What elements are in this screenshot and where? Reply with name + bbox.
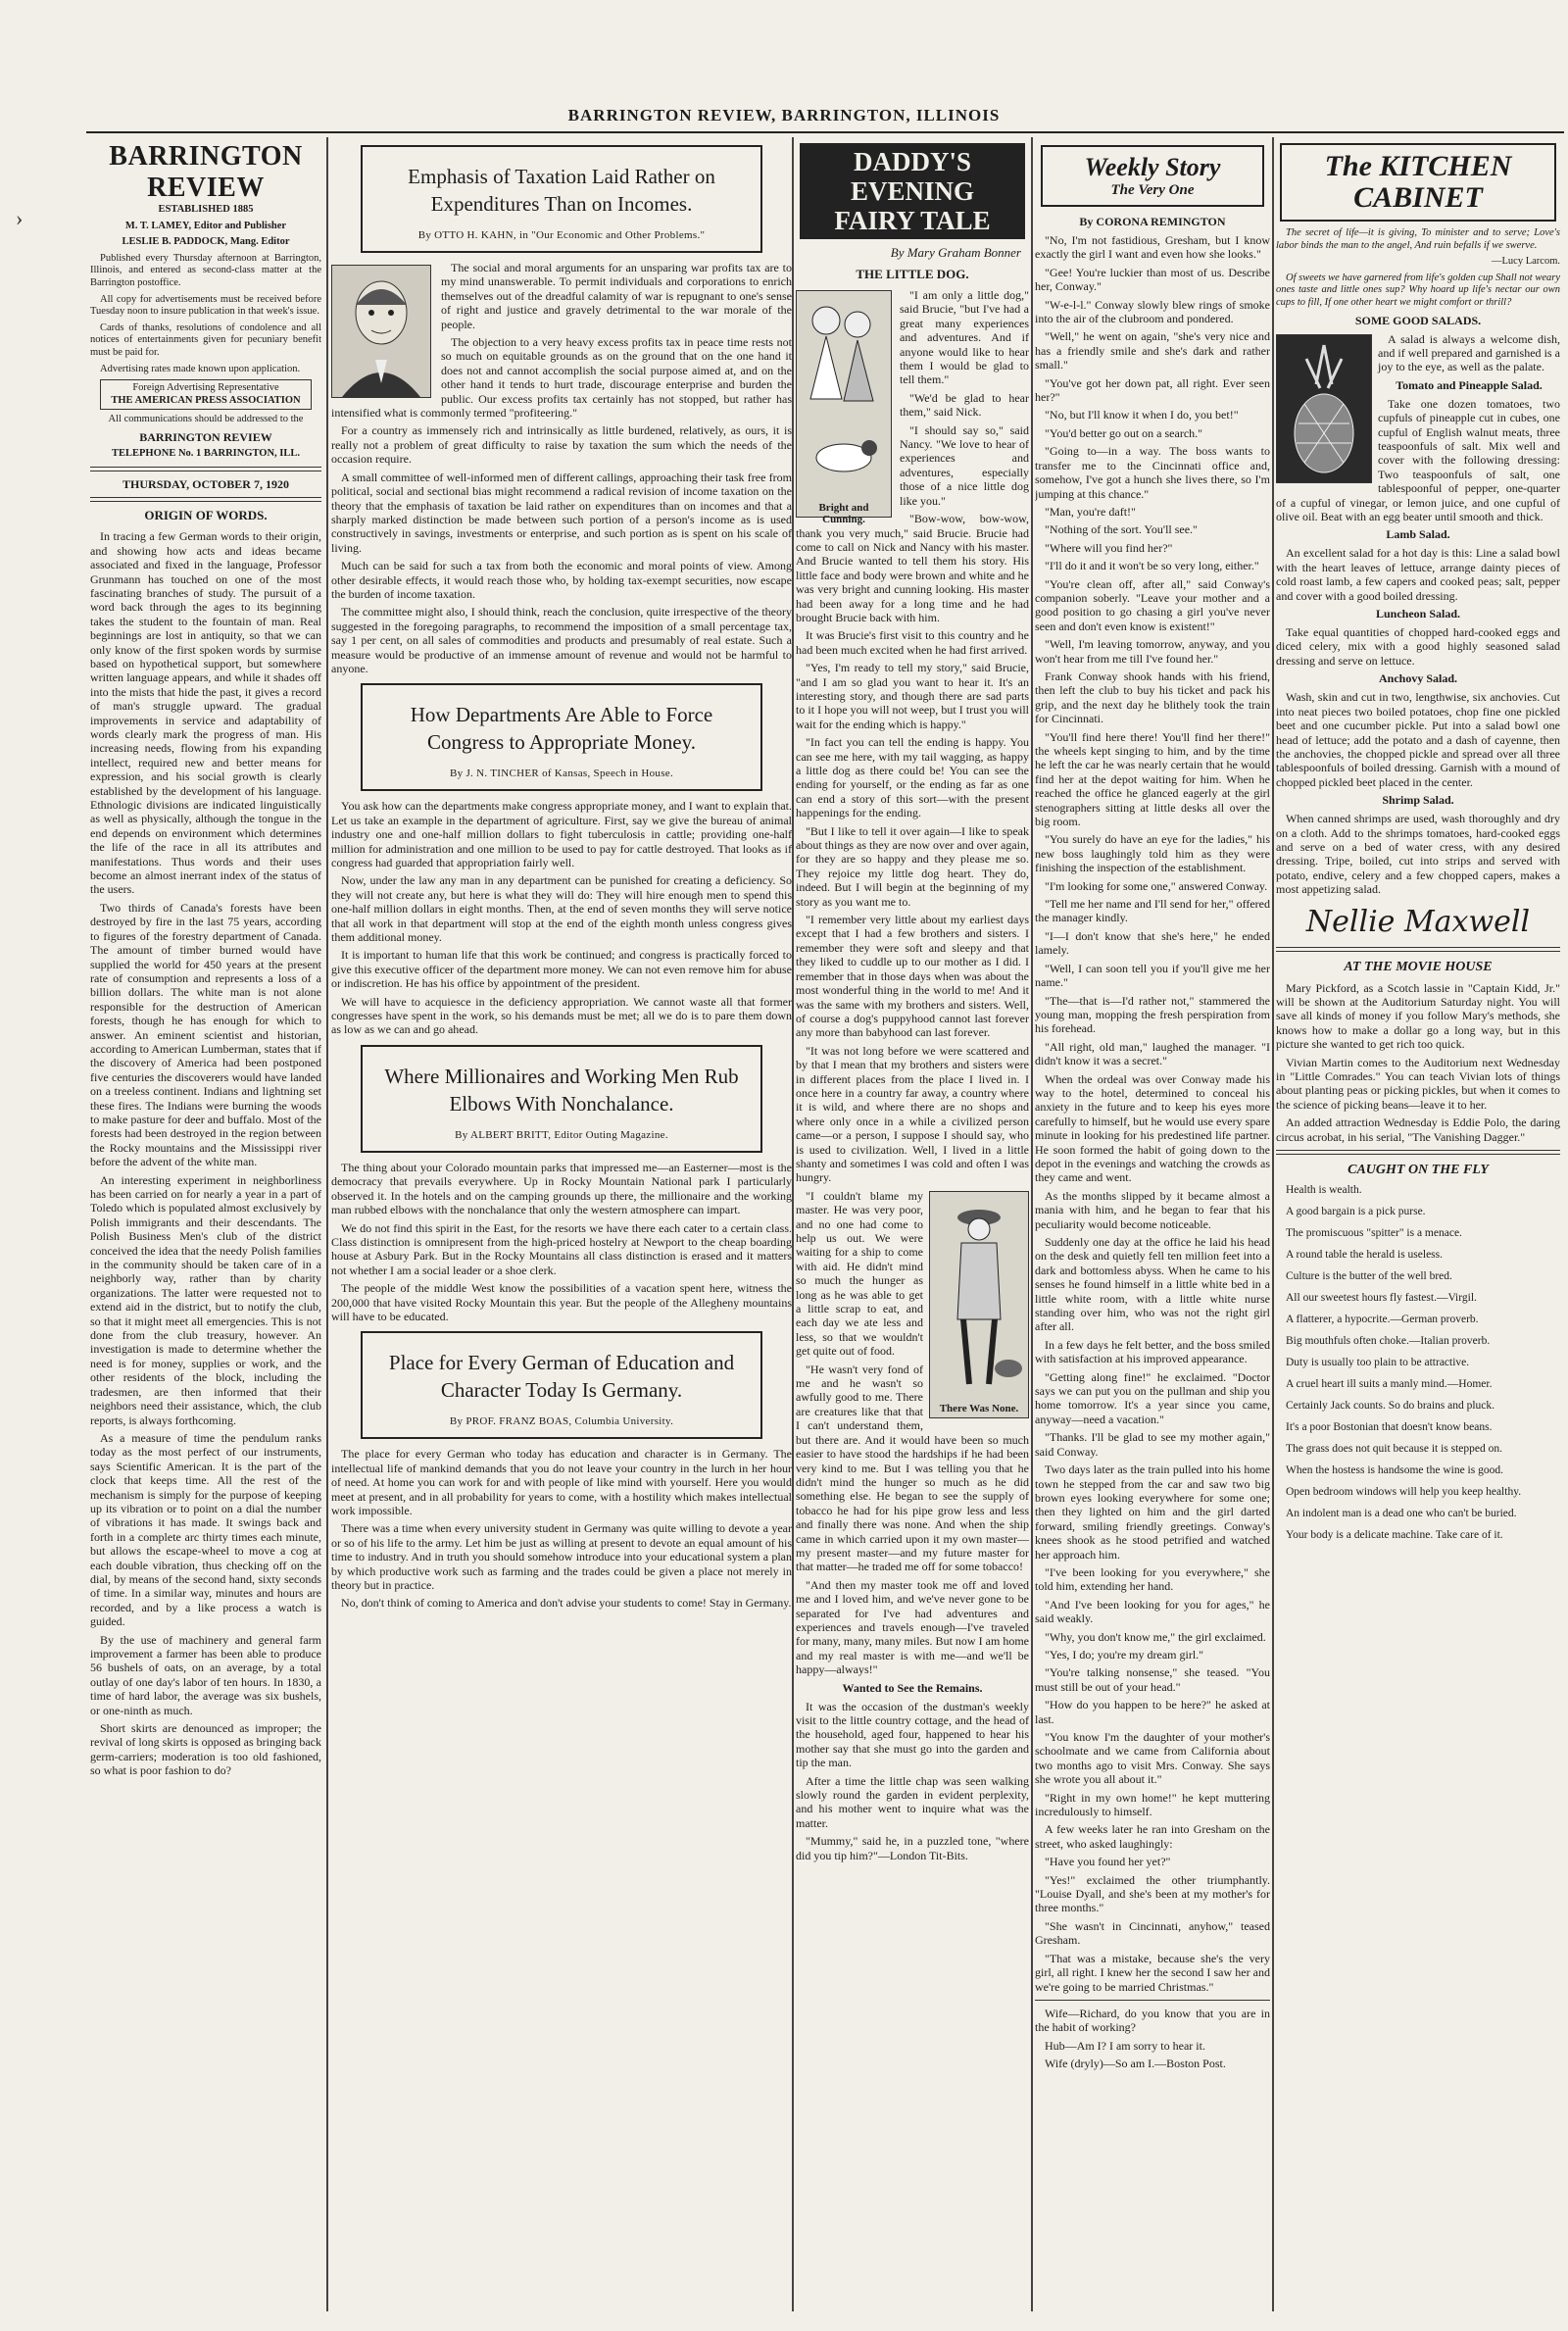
- paragraph: Take one dozen tomatoes, two cupfuls of pineapple cut in cubes, one cupful of English walnut meats, three teaspoonfuls of salt. Mix well and cover with the following dressing: Two teaspoonfuls of salt, one tablespoonful of pepper, one-quarter of a cupful of vinegar, or lemon juice, and one cupful of olive oil. Beat with an egg beater until smooth and thick.: [1276, 396, 1560, 524]
- paragraph: "Thanks. I'll be glad to see my mother again," said Conway.: [1035, 1430, 1270, 1459]
- paragraph: Take equal quantities of chopped hard-cooked eggs and diced celery, mix with a good highly seasoned salad dressing and serve on lettuce.: [1276, 625, 1560, 668]
- paragraph: It was Brucie's first visit to this country and he had been much excited when he had first arrived.: [796, 628, 1029, 657]
- masthead-established: ESTABLISHED 1885: [158, 204, 254, 215]
- foreign-ad-line2: THE AMERICAN PRESS ASSOCIATION: [111, 394, 301, 406]
- column-editorials: [331, 137, 792, 2311]
- paragraph: "And I've been looking for you for ages," he said weakly.: [1035, 1597, 1270, 1626]
- paragraph: "Tell me her name and I'll send for her," offered the manager kindly.: [1035, 897, 1270, 925]
- proverb-item: It's a poor Bostonian that doesn't know beans.: [1286, 1421, 1493, 1434]
- fairy-tale-story-title: THE LITTLE DOG.: [856, 267, 969, 281]
- paragraph: "Well, I can soon tell you if you'll give me her name.": [1035, 961, 1270, 990]
- proverb-item: A good bargain is a pick purse.: [1286, 1206, 1426, 1218]
- paragraph: "I'm looking for some one," answered Conway.: [1045, 878, 1268, 893]
- paragraph: "Where will you find her?": [1045, 540, 1173, 555]
- paragraph: It was the occasion of the dustman's weekly visit to the little country cottage, and the head of the household, aged four, happened to hear his mother say that she must go into the garden and tip the man.: [796, 1699, 1029, 1770]
- paragraph: There was a time when every university student in Germany was quite willing to devote a year or so of his life to the army. Let him be just as willing at present to devote an equal amount of his time to industry. And in truth you should somehow introduce into your educational system a plan by which productive work such as farming and the trades could be given a place not merely in theory but in practice.: [331, 1521, 792, 1592]
- caught-on-the-fly-list: [1276, 1184, 1560, 1542]
- paragraph: The objection to a very heavy excess profits tax in peace time rests not so much on equitable grounds as on the ground that on the one hand it does not and cannot accomplish the social purpose aimed at, and on the other hand it tends to hurt trade, discourage enterprise and burden the public. Our excess profits tax certainly has not stopped, but rather has intensified what is commonly termed "profiteering.": [331, 335, 792, 421]
- paragraph: The people of the middle West know the possibilities of a vacation spent here, witness the 200,000 that have visited Rocky Mountain this year. But the people of the Allegheny mountains will have to be educated.: [331, 1281, 792, 1323]
- paragraph: "I've been looking for you everywhere," she told him, extending her hand.: [1035, 1564, 1270, 1594]
- paragraph: You ask how can the departments make congress appropriate money, and I want to explain that. Let us take an example in the department of agriculture. First, say we give the bureau of animal industry one and one-half million dollars to fight tuberculosis in cattle; providing one-half million for administration and one million to be used to pay for cattle destroyed. That looks as if congress had guarded that appropriation fairly well.: [331, 799, 792, 869]
- proverb-item: Your body is a delicate machine. Take care of it.: [1286, 1529, 1503, 1542]
- masthead-editor: M. T. LAMEY, Editor and Publisher: [124, 220, 287, 231]
- paragraph: "Man, you're daft!": [1045, 504, 1136, 519]
- proverb-item: Open bedroom windows will help you keep healthy.: [1286, 1486, 1522, 1499]
- paragraph: By the use of machinery and general farm improvement a farmer has been able to produce 56 bushels of oats, on an average, by a total outlay of one day's labor of ten hours. In 1830, a time of hard labor, the average was six bushels, or one-ninth as much.: [90, 1632, 321, 1717]
- column-masthead: [90, 137, 321, 2311]
- paragraph: Suddenly one day at the office he laid his head on the desk and quietly fell ten million feet into a dark and bottomless abyss. When he came to his senses he found himself in a little white bed in a little white room, with a little white nurse standing over him, who was not the right girl after all.: [1035, 1235, 1270, 1334]
- fairy-tale-title-2: FAIRY TALE: [834, 206, 991, 235]
- kitchen-cabinet-banner: [1280, 143, 1556, 222]
- article-departments-byline: By J. N. TINCHER of Kansas, Speech in House.: [449, 768, 674, 780]
- paragraph: Frank Conway shook hands with his friend, then left the club to buy his ticket and pack his grip, and the next day he blithely took the train for Cincinnati.: [1035, 669, 1270, 726]
- paragraph: "You're clean off, after all," said Conway's companion soberly. "Leave your mother and a good position to go chasing a girl you've never seen and don't even know is existent!": [1035, 576, 1270, 633]
- paragraph: When the ordeal was over Conway made his way to the hotel, determined to conceal his anxiety in the future and to keep his eyes more carefully to himself, but he would use every spare minute in looking for his predestined life partner. He soon formed the habit of going down to the depot in the evenings and watching the crowds as they came and went.: [1035, 1071, 1270, 1185]
- weekly-story-box: [1041, 145, 1264, 207]
- column-kitchen-cabinet: [1276, 137, 1560, 2311]
- paragraph: "It was not long before we were scattered and by that I mean that my brothers and sisters were in different places from the place I lived in. I once here in a country far away, a country where it is wild, and where there are no shops and where only once in a while a civilized person came—or a person, I suppose I should say, who is used to civilization. Well, I lived in a little shanty and sometimes I was cold and often I was hungry.: [796, 1043, 1029, 1185]
- paragraph: "Right in my own home!" he kept muttering incredulously to himself.: [1035, 1790, 1270, 1819]
- section-rule: [1276, 947, 1560, 952]
- section-rule: [1276, 1150, 1560, 1155]
- recipe-title: Tomato and Pineapple Salad.: [1396, 377, 1543, 392]
- paragraph: In a few days he felt better, and the boss smiled with satisfaction at his improved appearance.: [1035, 1337, 1270, 1366]
- paragraph: We do not find this spirit in the East, for the resorts we have there each cater to a certain class. Class distinction is omnipresent from the high-priced hostelry at Newport to the cheap boarding house at Asbury Park. But in the Rocky Mountains all class distinction is erased and it matters not whether I am a social leader or a shoe clerk.: [331, 1220, 792, 1277]
- paragraph: An interesting experiment in neighborliness has been carried on for nearly a year in a part of Toledo which is populated almost exclusively by Polish immigrants and their descendants. The Polish Business Men's club of the district conceived the idea that the needy Polish families in the community should be taken care of in a neighborly way, rather than by charity organizations. The latter were requested not to extend aid in the district, but to notify the club, so that it might meet all emergencies. This is not done from the club treasury, however. An investigation is made to determine whether the need is for money, supplies or work, and the other residents of the block, including the tradesmen, are then informed that their neighbors need their assistance, which, the club reports, is always forthcoming.: [90, 1172, 321, 1427]
- paragraph: Hub—Am I? I am sorry to hear it.: [1045, 2038, 1205, 2053]
- paragraph: "You know I'm the daughter of your mother's schoolmate and we came from California about two months ago to visit Mrs. Conway. She says she wrote you all about it.": [1035, 1730, 1270, 1787]
- masthead-title: BARRINGTON REVIEW: [109, 141, 303, 203]
- man-illustration: [930, 1192, 1028, 1398]
- paragraph: "She wasn't in Cincinnati, anyhow," teased Gresham.: [1035, 1918, 1270, 1948]
- article-departments-headline-box: [361, 683, 762, 791]
- paragraph: The place for every German who today has education and character is in Germany. The intellectual life of mankind demands that you do not leave your country in the lurch in her hour of need. At home you can work for and with people of like mind with yourself. Here you would meet at present, and in all probability for years to come, with a hostility which makes intellectual work impossible.: [331, 1447, 792, 1517]
- article-germany-title: Place for Every German of Education and Character Today Is Germany.: [388, 1351, 735, 1403]
- paragraph: "You'll find here there! You'll find her there!" the wheels kept singing to him, and by the time he left the car he was nearly certain that he would find her at the depot waiting for him. When he reached the office he glanced eagerly at the girl stenographers sitting at little desks all over the big room.: [1035, 729, 1270, 829]
- article-taxation-byline: By OTTO H. KAHN, in "Our Economic and Other Problems.": [417, 229, 706, 241]
- paragraph: "All right, old man," laughed the manager. "I didn't know it was a secret.": [1035, 1039, 1270, 1068]
- address-name: BARRINGTON REVIEW: [139, 429, 272, 444]
- running-head: BARRINGTON REVIEW, BARRINGTON, ILLINOIS: [567, 106, 1001, 124]
- paragraph: Wife (dryly)—So am I.—Boston Post.: [1045, 2057, 1226, 2071]
- caption-bright-cunning: Bright and Cunning.: [818, 502, 869, 525]
- proverb-item: Big mouthfuls often choke.—Italian proverb.: [1286, 1335, 1491, 1348]
- proverb-item: Health is wealth.: [1286, 1184, 1362, 1197]
- paragraph: For a country as immensely rich and intrinsically as little burdened, relatively, as ours, it is really not a problem of great difficulty to raise by taxation the sum which the needs of the occasion require.: [331, 423, 792, 467]
- kitchen-title-2: CABINET: [1353, 181, 1483, 214]
- paragraph: "He wasn't very fond of me and he wasn't so awfully good to me. There are creatures like that that I can't understand them, but there are. And it would have been so much easier to have stood the hardships if he had been very kind to me. But I was telling you that he didn't mind the hunger so much as he did something else. He began to see the supply of tobacco he had for his pipe grow less and less and finally there was none. And when the ship came in which carried upon it my own master—my present master—and my future master for that matter—he traded me off for some tobacco!: [796, 1362, 1029, 1574]
- masthead-manager: LESLIE B. PADDOCK, Mang. Editor: [122, 236, 290, 248]
- paragraph: A few weeks later he ran into Gresham on the street, who asked laughingly:: [1035, 1822, 1270, 1851]
- paragraph: "You'd better go out on a search.": [1045, 425, 1203, 440]
- paragraph: "I couldn't blame my master. He was very poor, and no one had come to help us out. We were waiting for a ship to come with aid. He didn't mind so much the hunger as long as he was able to get a little scrap to eat, and each day we ate less and less, so that we wouldn't get quite out of food.: [796, 1188, 923, 1359]
- column-weekly-story: [1035, 137, 1270, 2311]
- paragraph: "I should say so," said Nancy. "We love to hear of experiences and adventures, especially those of a nice little dog like you.": [900, 422, 1029, 508]
- proverb-item: All our sweetest hours fly fastest.—Virgil.: [1286, 1292, 1477, 1305]
- origin-of-words-heading: ORIGIN OF WORDS.: [144, 508, 268, 523]
- pineapple-drawing: [1277, 335, 1371, 482]
- proverb-item: An indolent man is a dead one who can't be buried.: [1286, 1508, 1517, 1520]
- address-note: All communications should be addressed to the: [108, 414, 304, 425]
- recipe-title: Luncheon Salad.: [1375, 607, 1461, 621]
- illustration-man-dog: [929, 1191, 1029, 1418]
- page-edge-mark: ›: [16, 206, 24, 230]
- paragraph: It is important to human life that this work be continued; and congress is practically forced to give this executive officer of the department more money. We can not even remove him for abuse or indiscretion. He has his office by appointment of the president.: [331, 948, 792, 991]
- foreign-ad-box: [100, 379, 312, 410]
- paragraph: "That was a mistake, because she's the very girl, all right. I knew her the second I saw her and we're going to be married Christmas.": [1035, 1951, 1270, 1994]
- proverb-item: Culture is the butter of the well bred.: [1286, 1270, 1452, 1283]
- paragraph: A small committee of well-informed men of different callings, approaching their task free from political, social and sectional bias might recommend a radical revision of income taxation on the theory that the emphasis of taxation be laid rather on expenditures than on incomes and that a sharply marked distinction be made between such portion of a person's income as is used constructively in savings, investments or enterprise, and such portion as is spent on his scale of living.: [331, 470, 792, 555]
- paragraph: "Well, I'm leaving tomorrow, anyway, and you won't hear from me till I've found her.": [1035, 637, 1270, 666]
- kitchen-title-1: The KITCHEN: [1324, 150, 1512, 182]
- paragraph: An excellent salad for a hot day is this: Line a salad bowl with the heart leaves of lettuce, arrange dainty pieces of cold roast lamb, a few capers and cooked peas; salt, pepper and cover with a good boiled dressing.: [1276, 546, 1560, 603]
- masthead-copy-note: All copy for advertisements must be received before Tuesday noon to insure publication in that week's issue.: [90, 293, 321, 318]
- foreign-ad-line1: Foreign Advertising Representative: [132, 382, 279, 394]
- proverb-item: A cruel heart ill suits a manly mind.—Homer.: [1286, 1378, 1493, 1391]
- paragraph: Mary Pickford, as a Scotch lassie in "Captain Kidd, Jr." will be shown at the Auditorium Saturday night. You will save all kinds of money if you follow Mary's methods, she knows how to make a dollar go a long way, but in this picture she wanted to get rich too quick.: [1276, 980, 1560, 1052]
- paragraph: "I remember very little about my earliest days except that I had a few brothers and sisters. I remember they were soft and sleepy and that they liked to cuddle up to our mother as I did. I remember that in those days when was about the most wonderful thing in the world to me! And it was the same with my brothers and sisters. Well, of course a dog's puppyhood cannot last forever any more than babyhood can last forever.: [796, 913, 1029, 1040]
- paragraph: "In fact you can tell the ending is happy. You can see me here, with my tail wagging, as happy a little dog as there could be! You can see the ending for yourself, or the ending as far as one can end a story of this sort—with the present happenings for the ending.: [796, 735, 1029, 820]
- paragraph: "Mummy," said he, in a puzzled tone, "where did you tip him?"—London Tit-Bits.: [796, 1834, 1029, 1862]
- recipe-title: Lamb Salad.: [1386, 527, 1450, 542]
- column-fairy-tale: [796, 137, 1029, 2311]
- poem-1-author: —Lucy Larcom.: [1492, 256, 1560, 268]
- paragraph: In tracing a few German words to their origin, and showing how acts and ideas became associated and fixed in the language, Professor Grunmann has touched on one of the most fascinating branches of study. The pursuit of a word back through the ages to its beginning takes the student to the fountain of man. Real beginnings are lost in antiquity, so that we can only know of the first spoken words by surmise based on hypothetical support, but somewhere written language appears, and while it shades off into the mists that hide the past, it gives a record of man's struggle upward. The gradual improvements in service and adaptability of words clearly mark the progress of man. His increasing needs, flowing from his expanding intellect, required new and better means for expression, and his social growth is clearly established by the development of his language. Ethnologic divisions are indicated linguistically as well as physically, although the tongue in the end depends on environment which determines the life of the race in all its attributes and manifestations. Thus words and their uses become an almost inerrant index of the status of the users.: [90, 529, 321, 897]
- article-germany-headline-box: [361, 1331, 762, 1439]
- weekly-story-title: Weekly Story: [1084, 153, 1221, 181]
- paragraph: "Have you found her yet?": [1045, 1855, 1171, 1869]
- paragraph: "Yes, I'm ready to tell my story," said Brucie, "and I am so glad you want to hear it. It's an interesting story, and though there are sad parts to it I hope you will not weep, but I trust you will wait for the ending which is happy.": [796, 661, 1029, 731]
- article-departments-title: How Departments Are Able to Force Congress to Appropriate Money.: [410, 703, 713, 755]
- article-taxation-headline-box: [361, 145, 762, 253]
- telephone: TELEPHONE No. 1 BARRINGTON, ILL.: [111, 448, 301, 460]
- proverb-item: When the hostess is handsome the wine is good.: [1286, 1464, 1503, 1477]
- caught-on-the-fly-heading: CAUGHT ON THE FLY: [1348, 1163, 1489, 1178]
- portrait-image: [331, 265, 431, 398]
- masthead-cards-note: Cards of thanks, resolutions of condolence and all notices of entertainments given for pecuniary benefit must be paid for.: [90, 322, 321, 358]
- paragraph: A salad is always a welcome dish, and if well prepared and garnished is a joy to the eye, as well as the palate.: [1378, 331, 1560, 374]
- top-rule: [86, 131, 1564, 133]
- paragraph: Vivian Martin comes to the Auditorium next Wednesday in "Little Comrades." You can teach Vivian lots of things about planting peas or picking pickles, but when it comes to the science of picking beans—leave it to her.: [1276, 1055, 1560, 1112]
- paragraph: "I'll do it and it won't be so very long, either.": [1045, 559, 1259, 573]
- paragraph: "Getting along fine!" he exclaimed. "Doctor says we can put you on the pullman and ship you home tomorrow. It's a year since you came, anyway—need a vacation.": [1035, 1369, 1270, 1426]
- paragraph: "Gee! You're luckier than most of us. Describe her, Conway.": [1035, 265, 1270, 294]
- paragraph: "How do you happen to be here?" he asked at last.: [1035, 1698, 1270, 1726]
- paragraph: "You surely do have an eye for the ladies," his new boss laughingly told him as they were finishing the inspection of the establishment.: [1035, 832, 1270, 875]
- paragraph: As a measure of time the pendulum ranks today as the most perfect of our instruments, says Scientific American. It is the part of the clock that keeps time. All the rest of the mechanism is simply for the purpose of keeping up its vibration or to point on a dial the number of vibrations it has made. It swings back and forth in a complete arc thirty times each minute, but allows the escape-wheel to move a cog at each double vibration, thus checking off on the dial, by means of the second hand, sixty seconds of time. In a similar way, minutes and hours are recorded, and by a like process a watch is guided.: [90, 1430, 321, 1629]
- salads-heading: SOME GOOD SALADS.: [1354, 313, 1482, 327]
- article-taxation-title: Emphasis of Taxation Laid Rather on Expenditures Than on Incomes.: [408, 165, 715, 216]
- paragraph: Now, under the law any man in any department can be punished for creating a deficiency. So they will not create any, but here is what they will do: They will hire enough men to spend this one-half million dollars in eight months. Then, at the end of seven months they will serve notice that all work in that department will stop at the end of the eighth month unless congress gives them additional money.: [331, 873, 792, 945]
- paragraph: Wife—Richard, do you know that you are in the habit of working?: [1035, 2006, 1270, 2035]
- remains-subhead: Wanted to See the Remains.: [842, 1680, 983, 1695]
- paragraph: After a time the little chap was seen walking slowly round the garden in evident perplexity, and his mother went to inquire what was the matter.: [796, 1773, 1029, 1830]
- column-rule: [792, 137, 794, 2311]
- masthead-rule: [90, 497, 321, 502]
- paragraph: The thing about your Colorado mountain parks that impressed me—an Easterner—most is the democracy that prevails everywhere. Up in Rocky Mountain National park I particularly observed it. In the hotels and on the camping grounds up there, the millionaire and the working man rubbed elbows with the nonchalance that only the western atmosphere can impart.: [331, 1160, 792, 1217]
- article-millionaires-headline-box: [361, 1045, 762, 1153]
- caption-there-was-none: There Was None.: [939, 1402, 1019, 1414]
- paragraph: "You've got her down pat, all right. Ever seen her?": [1035, 375, 1270, 405]
- paragraph: As the months slipped by it became almost a mania with him, and he began to fear that his peculiarity would become noticeable.: [1035, 1188, 1270, 1231]
- paragraph: "I—I don't know that she's here," he ended lamely.: [1035, 928, 1270, 958]
- children-illustration: [797, 291, 891, 497]
- paragraph: "No, I'm not fastidious, Gresham, but I know exactly the girl I want and even how she looks.": [1035, 233, 1270, 262]
- proverb-item: Duty is usually too plain to be attractive.: [1286, 1357, 1470, 1369]
- masthead-rule: [90, 467, 321, 471]
- paragraph: "Nothing of the sort. You'll see.": [1045, 522, 1198, 537]
- poem-1: The secret of life—it is giving, To minister and to serve; Love's labor binds the man to the angel, And ruin befalls if we swerve.: [1276, 227, 1560, 251]
- column-rule: [326, 137, 328, 2311]
- pineapple-illustration: [1276, 334, 1372, 483]
- recipe-title: Anchovy Salad.: [1378, 671, 1458, 686]
- paragraph: "Well," he went on again, "she's very nice and has a friendly smile and she's dark and rather small.": [1035, 329, 1270, 372]
- proverb-item: Certainly Jack counts. So do brains and pluck.: [1286, 1400, 1495, 1413]
- movie-house-heading: AT THE MOVIE HOUSE: [1344, 959, 1493, 974]
- illustration-children-dog: [796, 290, 892, 525]
- article-millionaires-title: Where Millionaires and Working Men Rub Elbows With Nonchalance.: [384, 1064, 739, 1116]
- paragraph: "We'd be glad to hear them," said Nick.: [900, 390, 1029, 420]
- proverb-item: A flatterer, a hypocrite.—German proverb.: [1286, 1314, 1479, 1326]
- paragraph: Short skirts are denounced as improper; the revival of long skirts is opposed as bringing back germ-carriers; moderation is too old fashioned, so what is poor fashion to do?: [90, 1721, 321, 1778]
- portrait-drawing: [332, 266, 430, 397]
- paragraph: "Why, you don't know me," the girl exclaimed.: [1045, 1629, 1266, 1644]
- paragraph: The committee might also, I should think, reach the conclusion, quite irrespective of the theory suggested in the foregoing paragraphs, to recommend the imposition of a small percentage tax, say 1 per cent, on all sales of commodities and products and presumably of real estate. Such a measure would be productive of an immense amount of revenue and would not be harmful to anyone.: [331, 605, 792, 675]
- fairy-tale-byline: By Mary Graham Bonner: [890, 245, 1021, 260]
- weekly-story-subtitle: The Very One: [1110, 182, 1195, 198]
- article-millionaires-byline: By ALBERT BRITT, Editor Outing Magazine.: [455, 1128, 668, 1141]
- paragraph: We will have to acquiesce in the deficiency appropriation. We cannot waste all that former congresses have spent in the work, so his demands must be met; all we do is to pare them down as low as we can and go ahead.: [331, 994, 792, 1037]
- column-rule: [1031, 137, 1033, 2311]
- paragraph: An added attraction Wednesday is Eddie Polo, the daring circus acrobat, in his serial, "The Vanishing Dagger.": [1276, 1116, 1560, 1144]
- paragraph: No, don't think of coming to America and don't advise your students to come! Stay in Germany.: [341, 1596, 792, 1611]
- paragraph: Much can be said for such a tax from both the economic and moral points of view. Among other desirable effects, it would reach those who, by holding tax-exempt securities, now escape the burden of income taxation.: [331, 559, 792, 601]
- fairy-tale-title-1: DADDY'S EVENING: [850, 147, 975, 206]
- paragraph: "But I like to tell it over again—I like to speak about things as they are now over and over again, for they are so happy and they please me so. They rejoice my little dog heart. They do, indeed. But I will begin at the beginning of my story as you want me to.: [796, 823, 1029, 909]
- poem-2: Of sweets we have garnered from life's golden cup Shall not weary ones taste and little ones sup? Why hoard up life's nectar our own cups to fill, If one other heart we might comfort or thrill?: [1276, 272, 1560, 308]
- proverb-item: A round table the herald is useless.: [1286, 1249, 1444, 1262]
- paragraph: "I am only a little dog," said Brucie, "but I've had a great many experiences and adventures. And if anyone would like to hear them I would be glad to tell them.": [900, 288, 1029, 387]
- paragraph: "Bow-wow, bow-wow, thank you very much," said Brucie. Brucie had come to call on Nick and Nancy with his master. And Brucie wanted to tell them his story. His little face and body were brown and white and he was very bright and cunning looking. His master had been away for a long time and he had brought Brucie back with him.: [796, 512, 1029, 624]
- paragraph: "You're talking nonsense," she teased. "You must still be out of your head.": [1035, 1665, 1270, 1694]
- weekly-story-byline: By CORONA REMINGTON: [1079, 215, 1226, 228]
- masthead-published: Published every Thursday afternoon at Barrington, Illinois, and entered as second-class matter at the Barrington postoffice.: [90, 252, 321, 288]
- issue-date: THURSDAY, OCTOBER 7, 1920: [122, 476, 289, 491]
- paragraph: "The—that is—I'd rather not," stammered the young man, mopping the fresh perspiration from his forehead.: [1035, 993, 1270, 1036]
- fairy-tale-banner: [800, 143, 1025, 239]
- paragraph: Two thirds of Canada's forests have been destroyed by fire in the last 75 years, according to figures of the forestry department of Canada. The amount of timber burned would have supplied the world for 450 years at the present rate of consumption and represents a loss of a billion dollars. The white man is not alone responsible for the destruction of American forests, though he has enough for which to answer. An eminent scientist and historian, according to American Lumberman, states that if the discovery of America had been postponed five centuries the discoverers would have landed on a treeless continent. Indians and lightning set these fires. The Indians were burning the woods to make pasture for deer and buffalo. Most of the forests had been destroyed in the region between the Rocky mountains and the Mississippi river before the advent of the white man.: [90, 900, 321, 1169]
- paragraph: When canned shrimps are used, wash thoroughly and dry on a cloth. Add to the shrimps tomatoes, hard-cooked eggs and serve on a bed of water cress, with any desired dressing. Tripe, boiled, cut into strips and served with potato, endive, celery and a few chopped capers, makes a most appetizing salad.: [1276, 812, 1560, 897]
- paragraph: Two days later as the train pulled into his home town he stepped from the car and saw two big brown eyes looking everywhere for some one; then they lighted on him and the girl darted forward, smiling friendly greetings. Conway's knees shook as he stood petrified and watched her approach him.: [1035, 1463, 1270, 1562]
- paragraph: "No, but I'll know it when I do, you bet!": [1045, 408, 1239, 422]
- recipe-title: Shrimp Salad.: [1382, 793, 1454, 808]
- masthead-rates-note: Advertising rates made known upon application.: [100, 363, 301, 374]
- paragraph: Wash, skin and cut in two, lengthwise, six anchovies. Cut into neat pieces two boiled potatoes, chop fine one pickled beet and one cucumber pickle. Put into a salad bowl one head of lettuce; add the potato and a dash of cayenne, then the anchovies, the chopped pickle and spread over all three tablespoonfuls of boiled dressing. Garnish with a mound of chopped pickled beet placed in the center.: [1276, 690, 1560, 789]
- paragraph: "W-e-l-l." Conway slowly blew rings of smoke into the air of the clubroom and pondered.: [1035, 297, 1270, 326]
- proverb-item: The promiscuous "spitter" is a menace.: [1286, 1227, 1462, 1240]
- proverb-item: The grass does not quit because it is stepped on.: [1286, 1443, 1503, 1456]
- paragraph: "Going to—in a way. The boss wants to transfer me to the Cincinnati office and, somehow, I've got a hunch she lives there, so I'm jumping at this chance.": [1035, 444, 1270, 501]
- paragraph: The social and moral arguments for an unsparing war profits tax are to my mind unanswerable. To permit individuals and corporations to enrich themselves out of the dreadful calamity of war is repugnant to one's sense of right and justice and gravely detrimental to the war morale of the people.: [441, 261, 792, 331]
- paragraph: "Yes, I do; you're my dream girl.": [1045, 1647, 1204, 1661]
- signature: Nellie Maxwell: [1305, 904, 1531, 939]
- column-rule: [1272, 137, 1274, 2311]
- paragraph: "And then my master took me off and loved me and I loved him, and we've never gone to be separated for I've had adventures and experiences and travels enough—I've traveled for many, many, many miles. But now I am home and my real master is with me—and we'll be happy—always!": [796, 1577, 1029, 1677]
- story-rule: [1035, 2000, 1270, 2001]
- paragraph: "Yes!" exclaimed the other triumphantly. "Louise Dyall, and she's been at my mother's for three months.": [1035, 1872, 1270, 1915]
- article-germany-byline: By PROF. FRANZ BOAS, Columbia University.: [449, 1415, 674, 1428]
